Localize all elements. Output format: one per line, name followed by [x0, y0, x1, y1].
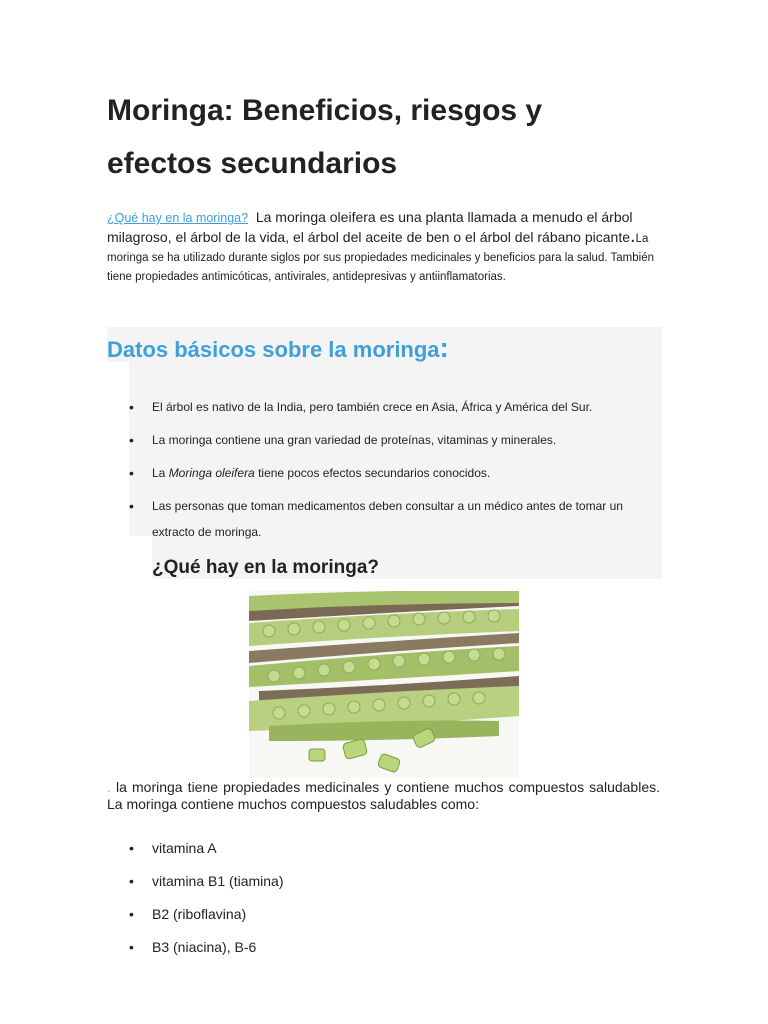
facts-box-notch [107, 362, 129, 536]
list-item: • B2 (riboflavina) [129, 904, 284, 924]
intro-dot: . [630, 225, 636, 247]
intro-link[interactable]: ¿Qué hay en la moringa? [107, 211, 249, 225]
compounds-paragraph: . la moringa tiene propiedades medicinales y contiene muchos compuestos saludables. La moringa contiene muchos compuestos saludables como: [107, 779, 660, 812]
moringa-pods-photo [249, 591, 519, 778]
facts-list [129, 394, 654, 552]
vitamins-list [129, 838, 284, 970]
page-title: Moringa: Beneficios, riesgos y efectos secundarios [107, 94, 543, 180]
intro-text-small: La moringa se ha utilizado durante siglos por sus propiedades medicinales y beneficios para la salud. También tiene propiedades antimicóticas, antivirales, antidepresivas y antiinflamatorias. [107, 233, 654, 283]
intro-text-main: La moringa oleifera es una planta llamada a menudo el árbol milagroso, el árbol de la vida, el árbol del aceite de ben o el árbol del rábano picante [107, 209, 633, 245]
list-item: • La moringa contiene una gran variedad de proteínas, vitaminas y minerales. [129, 427, 654, 453]
list-item: • Las personas que toman medicamentos deben consultar a un médico antes de tomar un extracto de moringa. [129, 493, 654, 545]
list-item: • B3 (niacina), B-6 [129, 937, 284, 957]
intro-paragraph [107, 208, 662, 285]
list-item: • La Moringa oleifera tiene pocos efectos secundarios conocidos. [129, 460, 654, 486]
list-item: • vitamina B1 (tiamina) [129, 871, 284, 891]
list-item: • vitamina A [129, 838, 284, 858]
section-heading: ¿Qué hay en la moringa? [152, 557, 379, 578]
list-item: • El árbol es nativo de la India, pero también crece en Asia, África y América del Sur. [129, 394, 654, 420]
facts-heading: Datos básicos sobre la moringa: [107, 332, 449, 363]
